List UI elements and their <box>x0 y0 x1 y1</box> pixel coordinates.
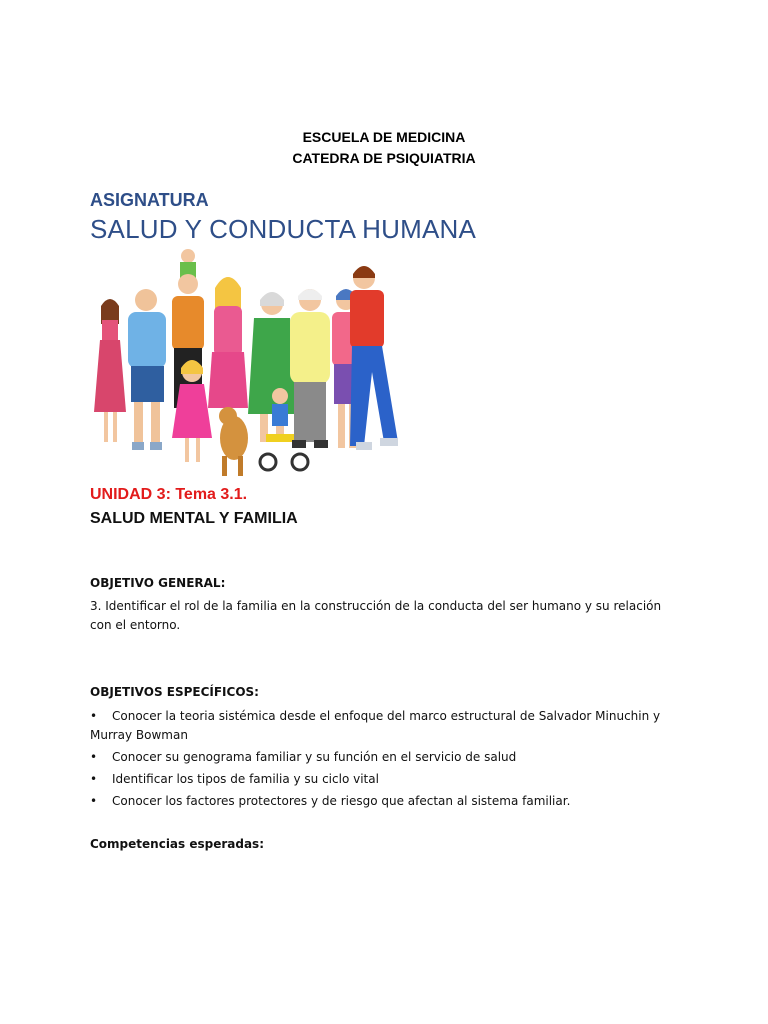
list-item-text: Conocer su genograma familiar y su función en el servicio de salud <box>112 750 517 764</box>
family-group-illustration <box>88 248 424 484</box>
school-name: ESCUELA DE MEDICINA <box>302 129 466 145</box>
bullet-icon: • <box>90 709 98 723</box>
general-objective-text: 3. Identificar el rol de la familia en la construcción de la conducta del ser humano y su relación con el entorno. <box>90 599 662 632</box>
competencies-heading: Competencias esperadas: <box>90 837 264 851</box>
bullet-icon: • <box>90 750 98 764</box>
list-item-text: Identificar los tipos de familia y su ciclo vital <box>112 772 379 786</box>
list-item <box>90 770 680 789</box>
man-blue-shirt-figure <box>128 289 166 450</box>
bullet-icon: • <box>90 794 98 808</box>
list-item-text: Conocer la teoria sistémica desde el enfoque del marco estructural de Salvador Minuchin y Murray Bowman <box>90 709 661 742</box>
subject-label: ASIGNATURA <box>90 190 209 210</box>
list-item <box>90 748 680 767</box>
dog-figure <box>219 407 248 476</box>
subject-title: SALUD Y CONDUCTA HUMANA <box>90 214 477 244</box>
grandfather-yellow-figure <box>290 289 330 448</box>
specific-objectives-heading: OBJETIVOS ESPECÍFICOS: <box>90 685 259 699</box>
list-item-text: Conocer los factores protectores y de riesgo que afectan al sistema familiar. <box>112 794 571 808</box>
department-name: CATEDRA DE PSIQUIATRIA <box>292 150 476 166</box>
young-man-red-figure <box>350 266 398 450</box>
bullet-icon: • <box>90 772 98 786</box>
woman-blonde-figure <box>208 277 248 408</box>
list-item <box>90 707 680 745</box>
woman-pink-figure <box>94 299 126 442</box>
unit-label: UNIDAD 3: Tema 3.1. <box>90 486 248 503</box>
general-objective-heading: OBJETIVO GENERAL: <box>90 576 226 590</box>
specific-objectives-list <box>90 707 680 814</box>
unit-subtitle: SALUD MENTAL Y FAMILIA <box>90 510 298 527</box>
list-item <box>90 792 680 811</box>
